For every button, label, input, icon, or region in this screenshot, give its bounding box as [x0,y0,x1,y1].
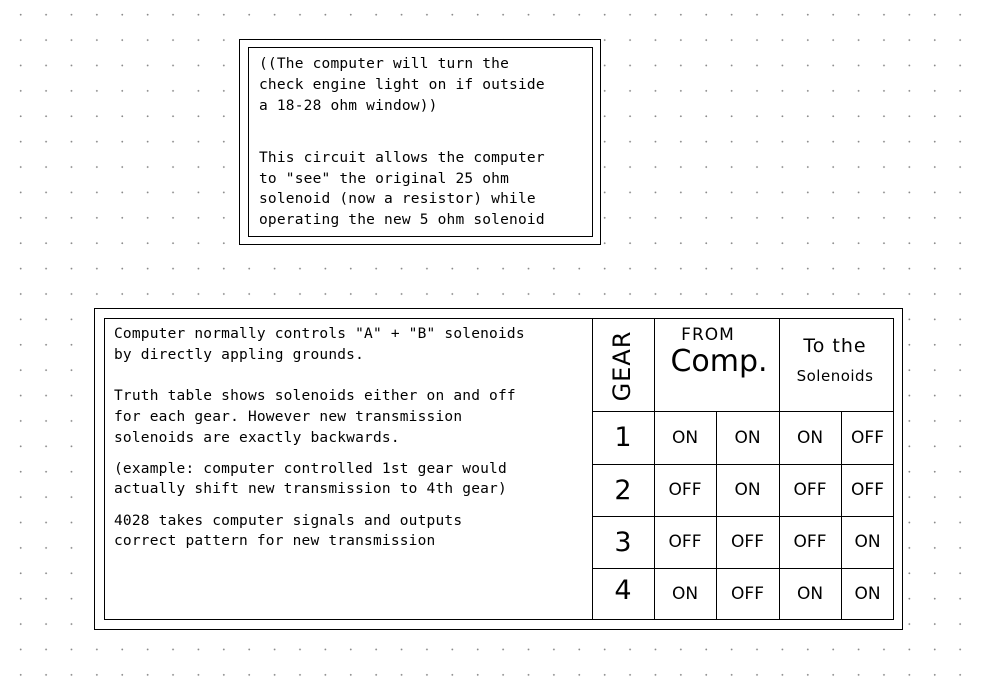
state-cell: ON [671,427,699,448]
state-cell: ON [796,427,824,448]
state-cell: OFF [731,532,764,552]
gear-number: 1 [614,422,632,453]
gear-number: 2 [614,474,632,506]
state-cell: ON [854,532,881,552]
description-line: 4028 takes computer signals and outputs [114,513,463,529]
description-line: correct pattern for new transmission [114,533,436,549]
to-sub-header: Solenoids [796,367,874,385]
description-line: for each gear. However new transmission [114,409,463,425]
note-line: a 18-28 ohm window)) [259,98,438,114]
note-line: solenoid (now a resistor) while [259,191,536,207]
state-cell: OFF [731,584,764,604]
to-header: To the [803,335,867,357]
note-line: to "see" the original 25 ohm [259,171,510,187]
state-cell: ON [796,584,824,604]
description-line: Computer normally controls "A" + "B" solenoids [114,326,525,342]
note-line: operating the new 5 ohm solenoid [259,212,545,228]
state-cell: OFF [851,480,884,500]
note-box [248,47,593,237]
state-cell: OFF [851,427,884,448]
gear-number: 3 [614,526,632,558]
description-line: solenoids are exactly backwards. [114,430,400,446]
note-line: This circuit allows the computer [259,150,545,166]
state-cell: ON [734,480,761,500]
description-line: (example: computer controlled 1st gear would [114,461,507,477]
description-line: by directly appling grounds. [114,347,365,363]
gear-header: GEAR [608,330,636,402]
from-sub-header: Comp. [670,344,768,379]
state-cell: OFF [793,532,827,552]
gear-number: 4 [614,575,632,606]
note-line: ((The computer will turn the [259,56,510,72]
description-line: Truth table shows solenoids either on and off [114,388,516,404]
state-cell: OFF [668,480,702,500]
note-line: check engine light on if outside [259,77,545,93]
state-cell: ON [854,584,881,604]
from-header: FROM [681,325,735,345]
state-cell: OFF [793,480,827,500]
state-cell: ON [734,427,761,448]
state-cell: OFF [668,532,702,552]
description-line: actually shift new transmission to 4th gear) [114,481,507,497]
state-cell: ON [671,584,699,604]
